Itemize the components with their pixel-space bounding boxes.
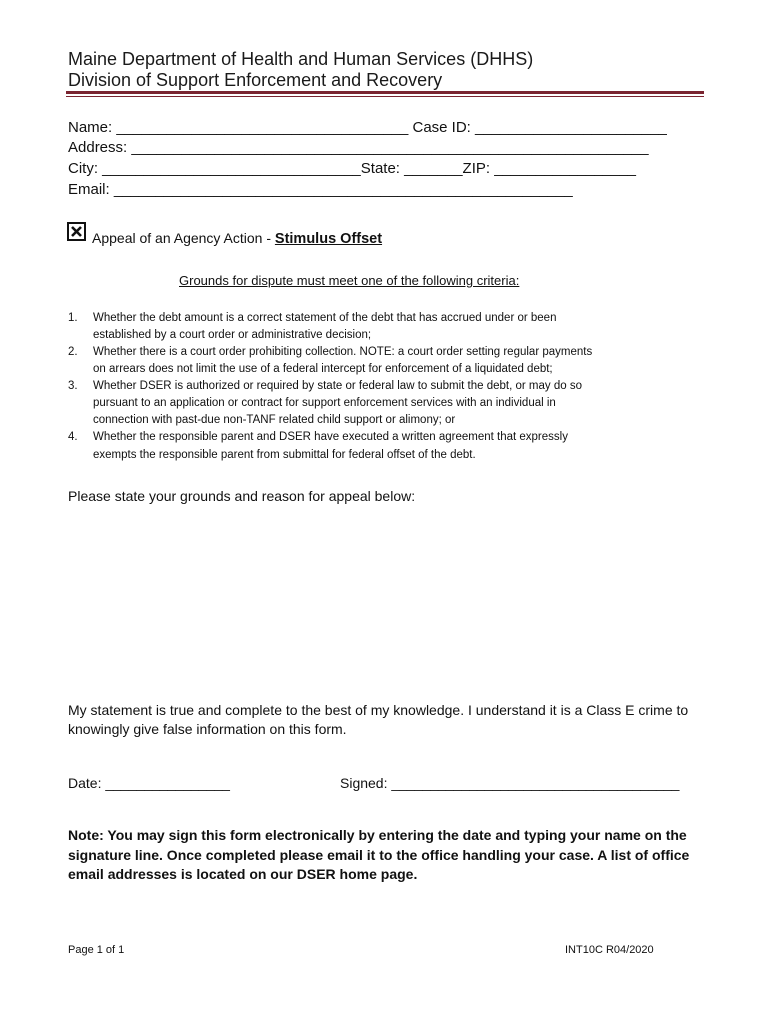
appeal-title: Stimulus Offset — [274, 231, 383, 247]
signature-field[interactable]: Signed: _____________________________________ — [340, 775, 680, 791]
criterion-number: 3. — [68, 380, 78, 392]
criterion-line: exempts the responsible parent from submittal for federal offset of the debt. — [93, 449, 476, 461]
date-field[interactable]: Date: ________________ — [68, 775, 230, 791]
criterion-line: on arrears does not limit the use of a federal intercept for enforcement of a liquidated debt; — [93, 363, 553, 375]
criterion-number: 2. — [68, 346, 78, 358]
header-rule — [66, 91, 704, 94]
note-line-3: email addresses is located on our DSER home page. — [68, 866, 418, 882]
division-title: Division of Support Enforcement and Recovery — [68, 70, 443, 90]
criterion-number: 4. — [68, 431, 78, 443]
department-title: Maine Department of Health and Human Services (DHHS) — [68, 49, 534, 69]
criterion-line: Whether the debt amount is a correct statement of the debt that has accrued under or been — [93, 312, 557, 324]
criterion-line: Whether DSER is authorized or required by state or federal law to submit the debt, or may do so — [93, 380, 582, 392]
appeal-prefix: Appeal of an Agency Action - — [92, 230, 275, 246]
page-number: Page 1 of 1 — [68, 944, 125, 956]
appeal-label — [92, 229, 382, 248]
reason-prompt: Please state your grounds and reason for appeal below: — [68, 488, 416, 504]
email-field[interactable]: Email: _______________________________________________________ — [68, 181, 573, 198]
criterion-line: established by a court order or administrative decision; — [93, 329, 372, 341]
criterion-line: connection with past-due non-TANF related child support or alimony; or — [93, 414, 456, 426]
criterion-line: Whether the responsible parent and DSER have executed a written agreement that expressly — [93, 431, 568, 443]
header-rule-thin — [66, 96, 704, 97]
form-id: INT10C R04/2020 — [565, 944, 654, 956]
criterion-line: Whether there is a court order prohibiting collection. NOTE: a court order setting regular payments — [93, 346, 593, 358]
address-field[interactable]: Address: ______________________________________________________________ — [68, 139, 649, 156]
statement-line-2: knowingly give false information on this form. — [68, 721, 347, 737]
name-caseid-field[interactable]: Name: ___________________________________ Case ID: _______________________ — [68, 119, 667, 136]
appeal-checkbox[interactable] — [67, 222, 86, 241]
check-x-icon — [70, 225, 83, 238]
grounds-heading: Grounds for dispute must meet one of the following criteria: — [179, 273, 520, 288]
criterion-number: 1. — [68, 312, 78, 324]
city-state-zip-field[interactable]: City: _______________________________State: _______ZIP: _________________ — [68, 160, 637, 177]
criterion-line: pursuant to an application or contract for support enforcement services with an individual in — [93, 397, 556, 409]
note-line-1: Note: You may sign this form electronically by entering the date and typing your name on the — [68, 827, 687, 843]
reason-text-area[interactable] — [68, 512, 702, 687]
note-line-2: signature line. Once completed please email it to the office handling your case. A list of office — [68, 847, 690, 863]
statement-line-1: My statement is true and complete to the best of my knowledge. I understand it is a Class E crime to — [68, 702, 689, 718]
